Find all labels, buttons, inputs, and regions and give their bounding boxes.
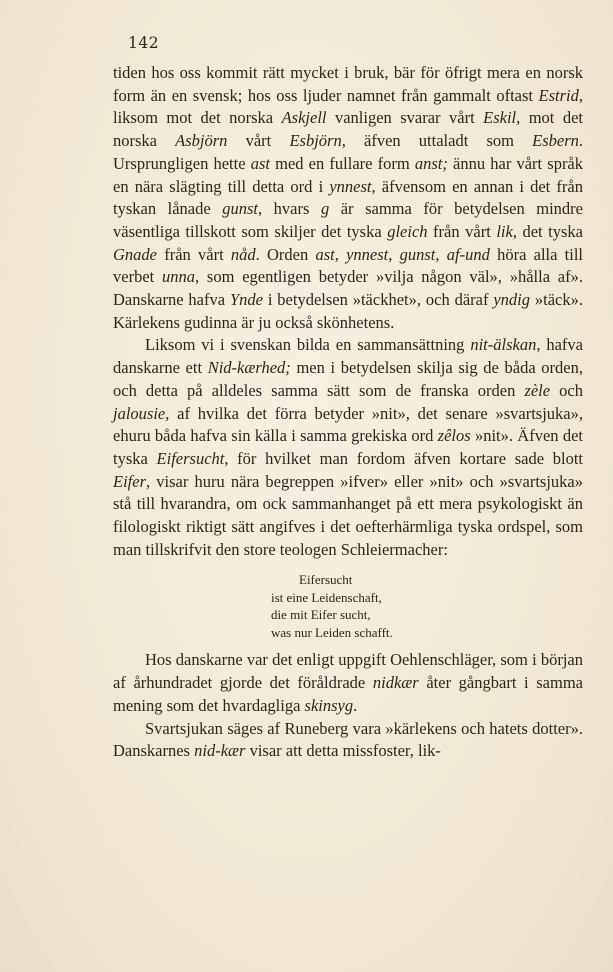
text-run: ännu har vårt språk en nära slägting till detta ord i	[113, 153, 584, 196]
text-run: . Ursprungligen hette	[113, 131, 584, 173]
text-run: vårt	[227, 131, 290, 151]
italic-word: Asbjörn	[175, 131, 228, 151]
italic-word: zêlos	[437, 426, 471, 446]
italic-word: Nid-kærhed;	[207, 358, 291, 378]
text-run: , hvars	[257, 199, 321, 219]
paragraph	[113, 718, 583, 763]
poem-line: die mit Eifer sucht,	[271, 607, 371, 623]
text-run: , af hvilka det förra betyder »nit», det senare »svartsjuka», ehuru båda hafva sin källa i samma grekiska ord	[113, 403, 583, 446]
text-run: från vårt	[157, 244, 231, 264]
text-run: . Orden	[255, 244, 316, 264]
text-run: men i betydelsen skilja sig de båda orden, och detta på alldeles samma sätt som de franska orden	[113, 358, 583, 400]
text-run: i betydelsen »täckhet», och däraf	[262, 290, 494, 310]
poem-line: was nur Leiden schafft.	[271, 624, 393, 640]
italic-word: ynnest	[346, 244, 389, 264]
text-run: vanligen svarar vårt	[326, 108, 484, 128]
text-run: ,	[334, 244, 347, 264]
italic-word: gunst	[399, 244, 436, 264]
italic-word: gleich	[387, 221, 428, 241]
italic-word: nidkær	[372, 673, 419, 693]
text-run: , äfven uttaladt som	[341, 131, 533, 151]
italic-word: gunst	[222, 199, 258, 219]
text-run: , äfvensom en annan i det från tyskan lånade	[113, 176, 583, 219]
italic-word: Estrid	[538, 85, 579, 105]
italic-word: nit-älskan	[470, 335, 537, 355]
italic-word: Esbjörn	[289, 131, 342, 151]
italic-word: unna	[162, 267, 196, 287]
text-run: Liksom vi i svenskan bilda en sammansättning	[145, 335, 471, 355]
text-run: tiden hos oss kommit rätt mycket i bruk, bär för öfrigt mera en norsk form än en svensk; hos oss ljuder namnet från gammalt oftast	[113, 63, 583, 105]
body-text	[113, 62, 583, 763]
text-run: , det tyska	[512, 221, 583, 241]
italic-word: anst;	[414, 153, 448, 173]
text-run: visar att detta missfoster, lik-	[245, 741, 441, 761]
italic-word: jalousie	[113, 403, 166, 423]
text-run: ,	[388, 244, 400, 264]
poem-quote	[113, 571, 583, 641]
italic-word: yndig	[493, 290, 531, 310]
italic-word: ynnest	[329, 176, 372, 196]
text-run: är samma för betydelsen mindre väsentliga tillskott som skiljer det tyska	[113, 199, 583, 241]
text-run: med en fullare form	[269, 153, 415, 173]
text-run: från vårt	[427, 221, 497, 241]
italic-word: af-und	[446, 244, 490, 264]
italic-word: Askjell	[281, 108, 327, 128]
text-run: »täck». Kärlekens gudinna är ju också skönhetens.	[113, 290, 583, 332]
text-run: , som egentligen betyder »vilja någon väl», »hålla af». Danskarne hafva	[113, 267, 583, 310]
italic-word: Eifer	[113, 471, 146, 491]
text-run: höra alla till verbet	[113, 244, 584, 287]
italic-word: Gnade	[113, 244, 157, 264]
text-run: »nit». Äfven det tyska	[113, 426, 584, 468]
text-run: , visar huru nära begreppen »ifver» eller »nit» och »svartsjuka» stå till hvarandra, om ock sammanhanget på ett mera psykologiskt än filologiskt riktigt sätt angifves i det oefterhärmliga tyska ordspel, som man tillskrifvit den store teologen Schleiermacher:	[113, 471, 583, 559]
text-run: , mot det norska	[113, 108, 583, 151]
poem-line: Eifersucht	[299, 572, 353, 588]
text-run: , för hvilket man fordom äfven kortare sade blott	[224, 448, 583, 468]
text-run: Svartsjukan säges af Runeberg vara »kärlekens och hatets dotter». Danskarnes	[113, 718, 583, 761]
paragraph	[113, 334, 583, 561]
poem-line: ist eine Leidenschaft,	[271, 589, 382, 605]
italic-word: ast	[315, 244, 335, 264]
italic-word: Esbern	[532, 131, 579, 151]
italic-word: nåd	[230, 244, 256, 264]
text-run: ,	[435, 244, 447, 264]
text-run: och	[550, 380, 583, 400]
italic-word: ast	[250, 153, 270, 173]
italic-word: Ynde	[229, 290, 263, 310]
italic-word: Eifersucht	[156, 448, 225, 468]
italic-word: Eskil	[483, 108, 517, 128]
text-run: Hos danskarne var det enligt uppgift Oehlenschläger, som i början af århundradet gjorde det föråldrade	[113, 650, 583, 693]
page-number: 142	[128, 34, 160, 52]
paragraph	[113, 649, 583, 717]
text-run: åter gångbart i samma mening som det hvardagliga	[113, 673, 583, 715]
text-run: , liksom mot det norska	[113, 85, 583, 128]
italic-word: skinsyg	[304, 695, 354, 715]
italic-word: nid-kær	[194, 741, 246, 761]
paragraph	[113, 62, 583, 334]
text-run: , hafva danskarne ett	[113, 335, 583, 378]
italic-word: zèle	[524, 380, 551, 400]
text-run: .	[353, 695, 358, 715]
italic-word: g	[320, 199, 330, 219]
italic-word: lik	[496, 221, 513, 241]
